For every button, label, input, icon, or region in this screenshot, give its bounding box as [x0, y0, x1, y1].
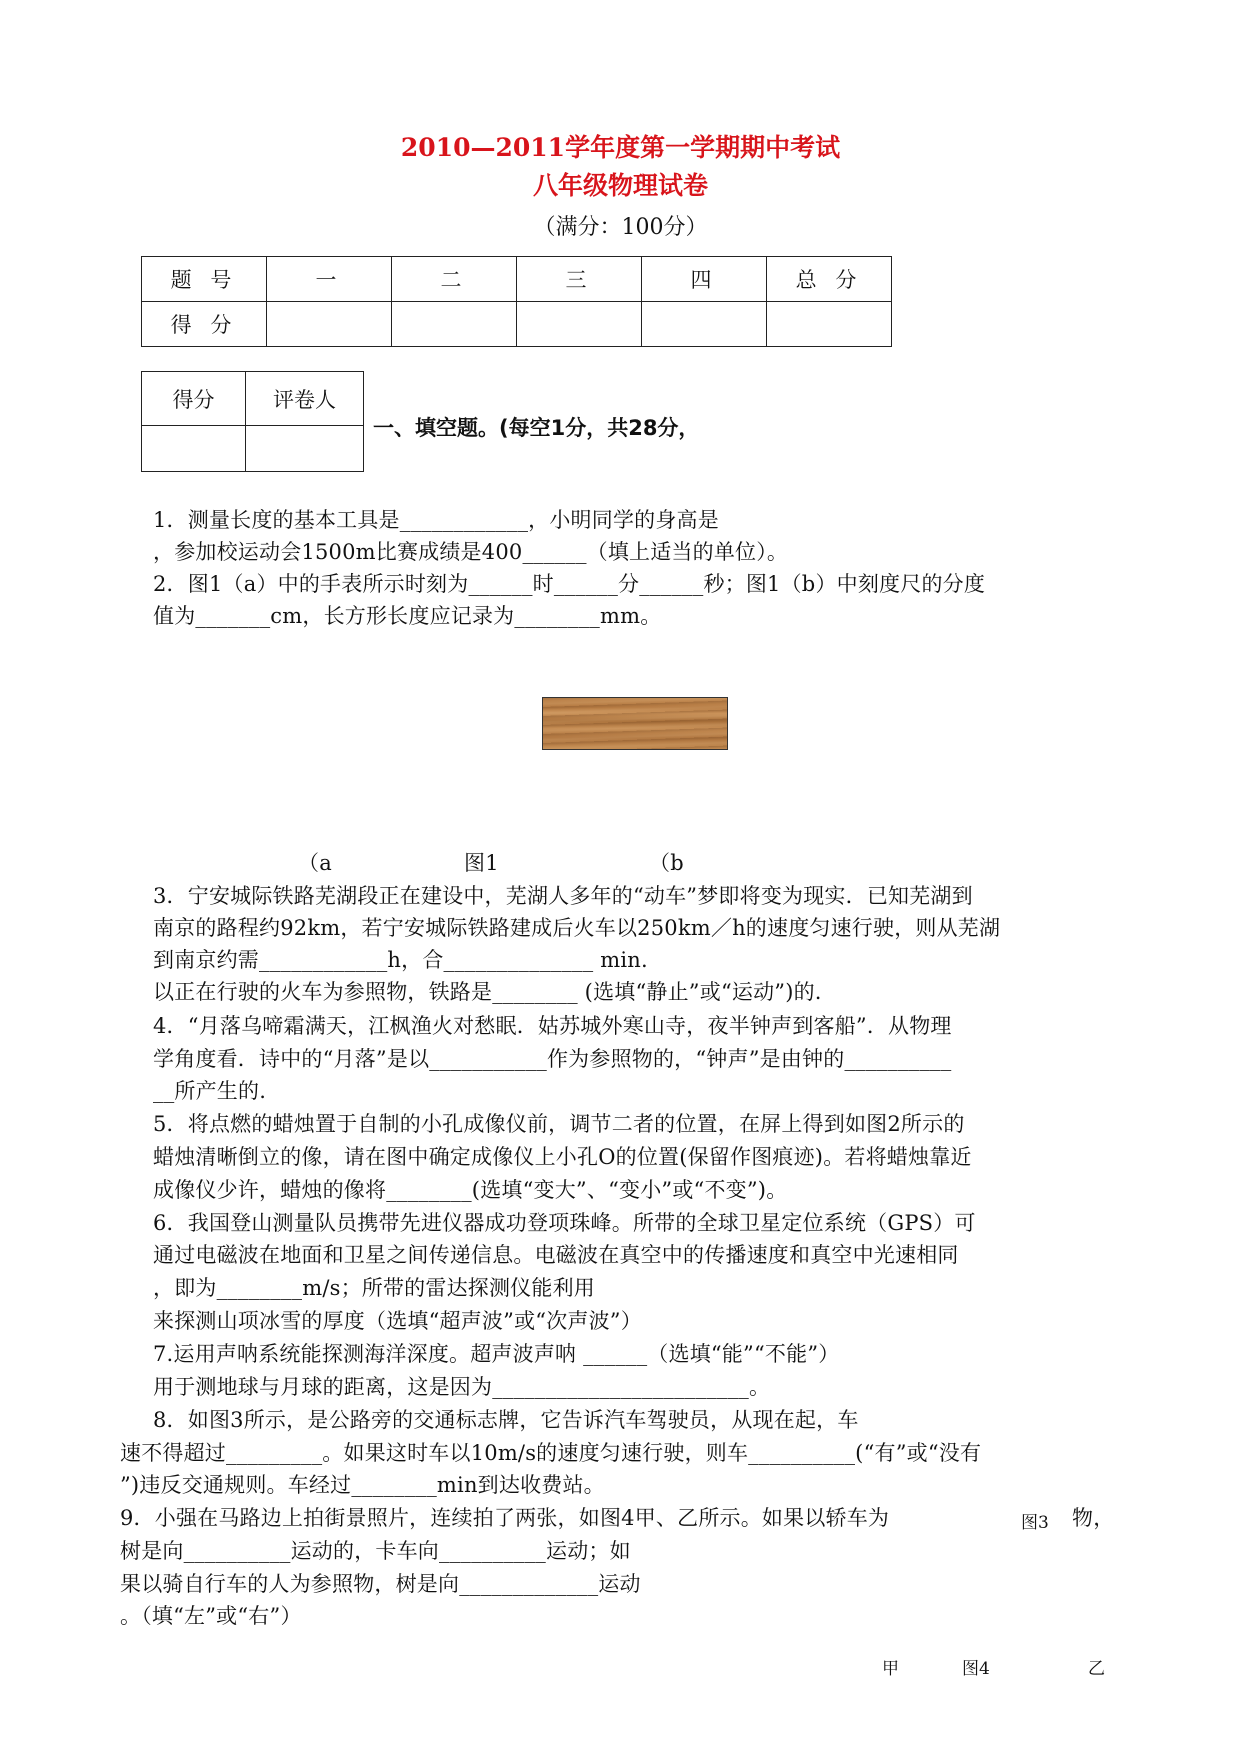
score-table-score-row [142, 302, 892, 347]
figure4-caption: 图4 [962, 1659, 990, 1679]
q2-line-1: 2．图1（a）中的手表所示时刻为______时______分______秒；图1（b）中刻度尺的分度 [153, 572, 986, 596]
score-table-header-row [142, 257, 892, 302]
score-input-cell[interactable] [517, 302, 642, 347]
score-input-cell[interactable] [642, 302, 767, 347]
figure1-caption: 图1 [464, 851, 499, 875]
q4-line-1: 4．“月落乌啼霜满天，江枫渔火对愁眠．姑苏城外寒山寺，夜半钟声到客船”．从物理 [153, 1014, 952, 1038]
grader-score-cell[interactable] [142, 426, 246, 472]
q1-line-2: ，参加校运动会1500m比赛成绩是400______（填上适当的单位）。 [153, 540, 789, 564]
figure1-a-label: （a [298, 851, 332, 875]
q3-line-2: 南京的路程约92km，若宁安城际铁路建成后火车以250km／h的速度匀速行驶，则从芜湖 [153, 916, 1001, 940]
q5-line-1: 5．将点燃的蜡烛置于自制的小孔成像仪前，调节二者的位置，在屏上得到如图2所示的 [153, 1112, 965, 1136]
q7-line-1: 7.运用声呐系统能探测海洋深度。超声波声呐 ______（选填“能”“不能”） [153, 1342, 840, 1366]
q9-line-4: 。（填“左”或“右”） [120, 1604, 302, 1628]
q4-line-2: 学角度看．诗中的“月落”是以___________作为参照物的，“钟声”是由钟的__________ [153, 1047, 952, 1071]
exam-subtitle: 八年级物理试卷 [532, 171, 708, 200]
score-header-cell: 一 [267, 257, 392, 302]
score-row-label: 得 分 [142, 302, 267, 347]
figure3-caption: 图3 [1021, 1513, 1049, 1533]
q3-line-1: 3．宁安城际铁路芜湖段正在建设中，芜湖人多年的“动车”梦即将变为现实．已知芜湖到 [153, 884, 973, 908]
exam-title: 2010—2011学年度第一学期期中考试 [400, 133, 841, 162]
score-header-cell: 总 分 [767, 257, 892, 302]
q5-line-3: 成像仪少许，蜡烛的像将________(选填“变大”、“变小”或“不变”)。 [153, 1178, 788, 1202]
wooden-block-figure [542, 697, 728, 750]
score-input-cell[interactable] [392, 302, 517, 347]
q3-line-3: 到南京约需____________h，合______________ min. [153, 948, 648, 972]
q6-line-4: 来探测山项冰雪的厚度（选填“超声波”或“次声波”） [153, 1309, 642, 1333]
score-header-cell: 三 [517, 257, 642, 302]
q9-line-2: 树是向__________运动的，卡车向__________运动；如 [120, 1539, 631, 1563]
grader-name-label: 评卷人 [246, 372, 364, 426]
q8-line-2: 速不得超过_________。如果这时车以10m/s的速度匀速行驶，则车__________(“有”或“没有 [120, 1441, 982, 1465]
q6-line-3: ，即为________m/s；所带的雷达探测仪能利用 [153, 1276, 595, 1300]
score-input-cell[interactable] [267, 302, 392, 347]
full-mark: （满分：100分） [533, 215, 708, 240]
score-header-cell: 题 号 [142, 257, 267, 302]
q9-line-1: 9．小强在马路边上拍街景照片，连续拍了两张，如图4甲、乙所示。如果以轿车为 [120, 1506, 890, 1530]
score-header-cell: 二 [392, 257, 517, 302]
q9-line-3: 果以骑自行车的人为参照物，树是向_____________运动 [120, 1572, 641, 1596]
score-input-cell[interactable] [767, 302, 892, 347]
q2-line-2: 值为_______cm，长方形长度应记录为________mm。 [153, 604, 662, 628]
q8-line-3: ”)违反交通规则。车经过________min到达收费站。 [120, 1473, 605, 1497]
q6-line-2: 通过电磁波在地面和卫星之间传递信息。电磁波在真空中的传播速度和真空中光速相同 [153, 1243, 959, 1267]
q4-line-3: __所产生的. [153, 1079, 267, 1103]
section-heading: 一、填空题。(每空1分，共28分， [373, 416, 700, 440]
figure4-jia-label: 甲 [882, 1659, 899, 1679]
figure1-b-label: （b [649, 851, 684, 875]
q1-line-1: 1．测量长度的基本工具是____________，小明同学的身高是 [153, 508, 719, 532]
grader-score-label: 得分 [142, 372, 246, 426]
figure4-yi-label: 乙 [1088, 1659, 1105, 1679]
score-table [141, 256, 892, 347]
q5-line-2: 蜡烛清晰倒立的像，请在图中确定成像仪上小孔O的位置(保留作图痕迹)。若将蜡烛靠近 [153, 1145, 972, 1169]
score-header-cell: 四 [642, 257, 767, 302]
q9-line-1-end: 物， [1072, 1506, 1115, 1530]
grader-name-cell[interactable] [246, 426, 364, 472]
grader-table [141, 371, 364, 472]
q3-line-4: 以正在行驶的火车为参照物，铁路是________ (选填“静止”或“运动”)的. [153, 980, 822, 1004]
q8-line-1: 8．如图3所示，是公路旁的交通标志牌，它告诉汽车驾驶员，从现在起，车 [153, 1408, 859, 1432]
q6-line-1: 6．我国登山测量队员携带先进仪器成功登项珠峰。所带的全球卫星定位系统（GPS）可 [153, 1211, 976, 1235]
q7-line-2: 用于测地球与月球的距离，这是因为________________________。 [153, 1375, 771, 1399]
